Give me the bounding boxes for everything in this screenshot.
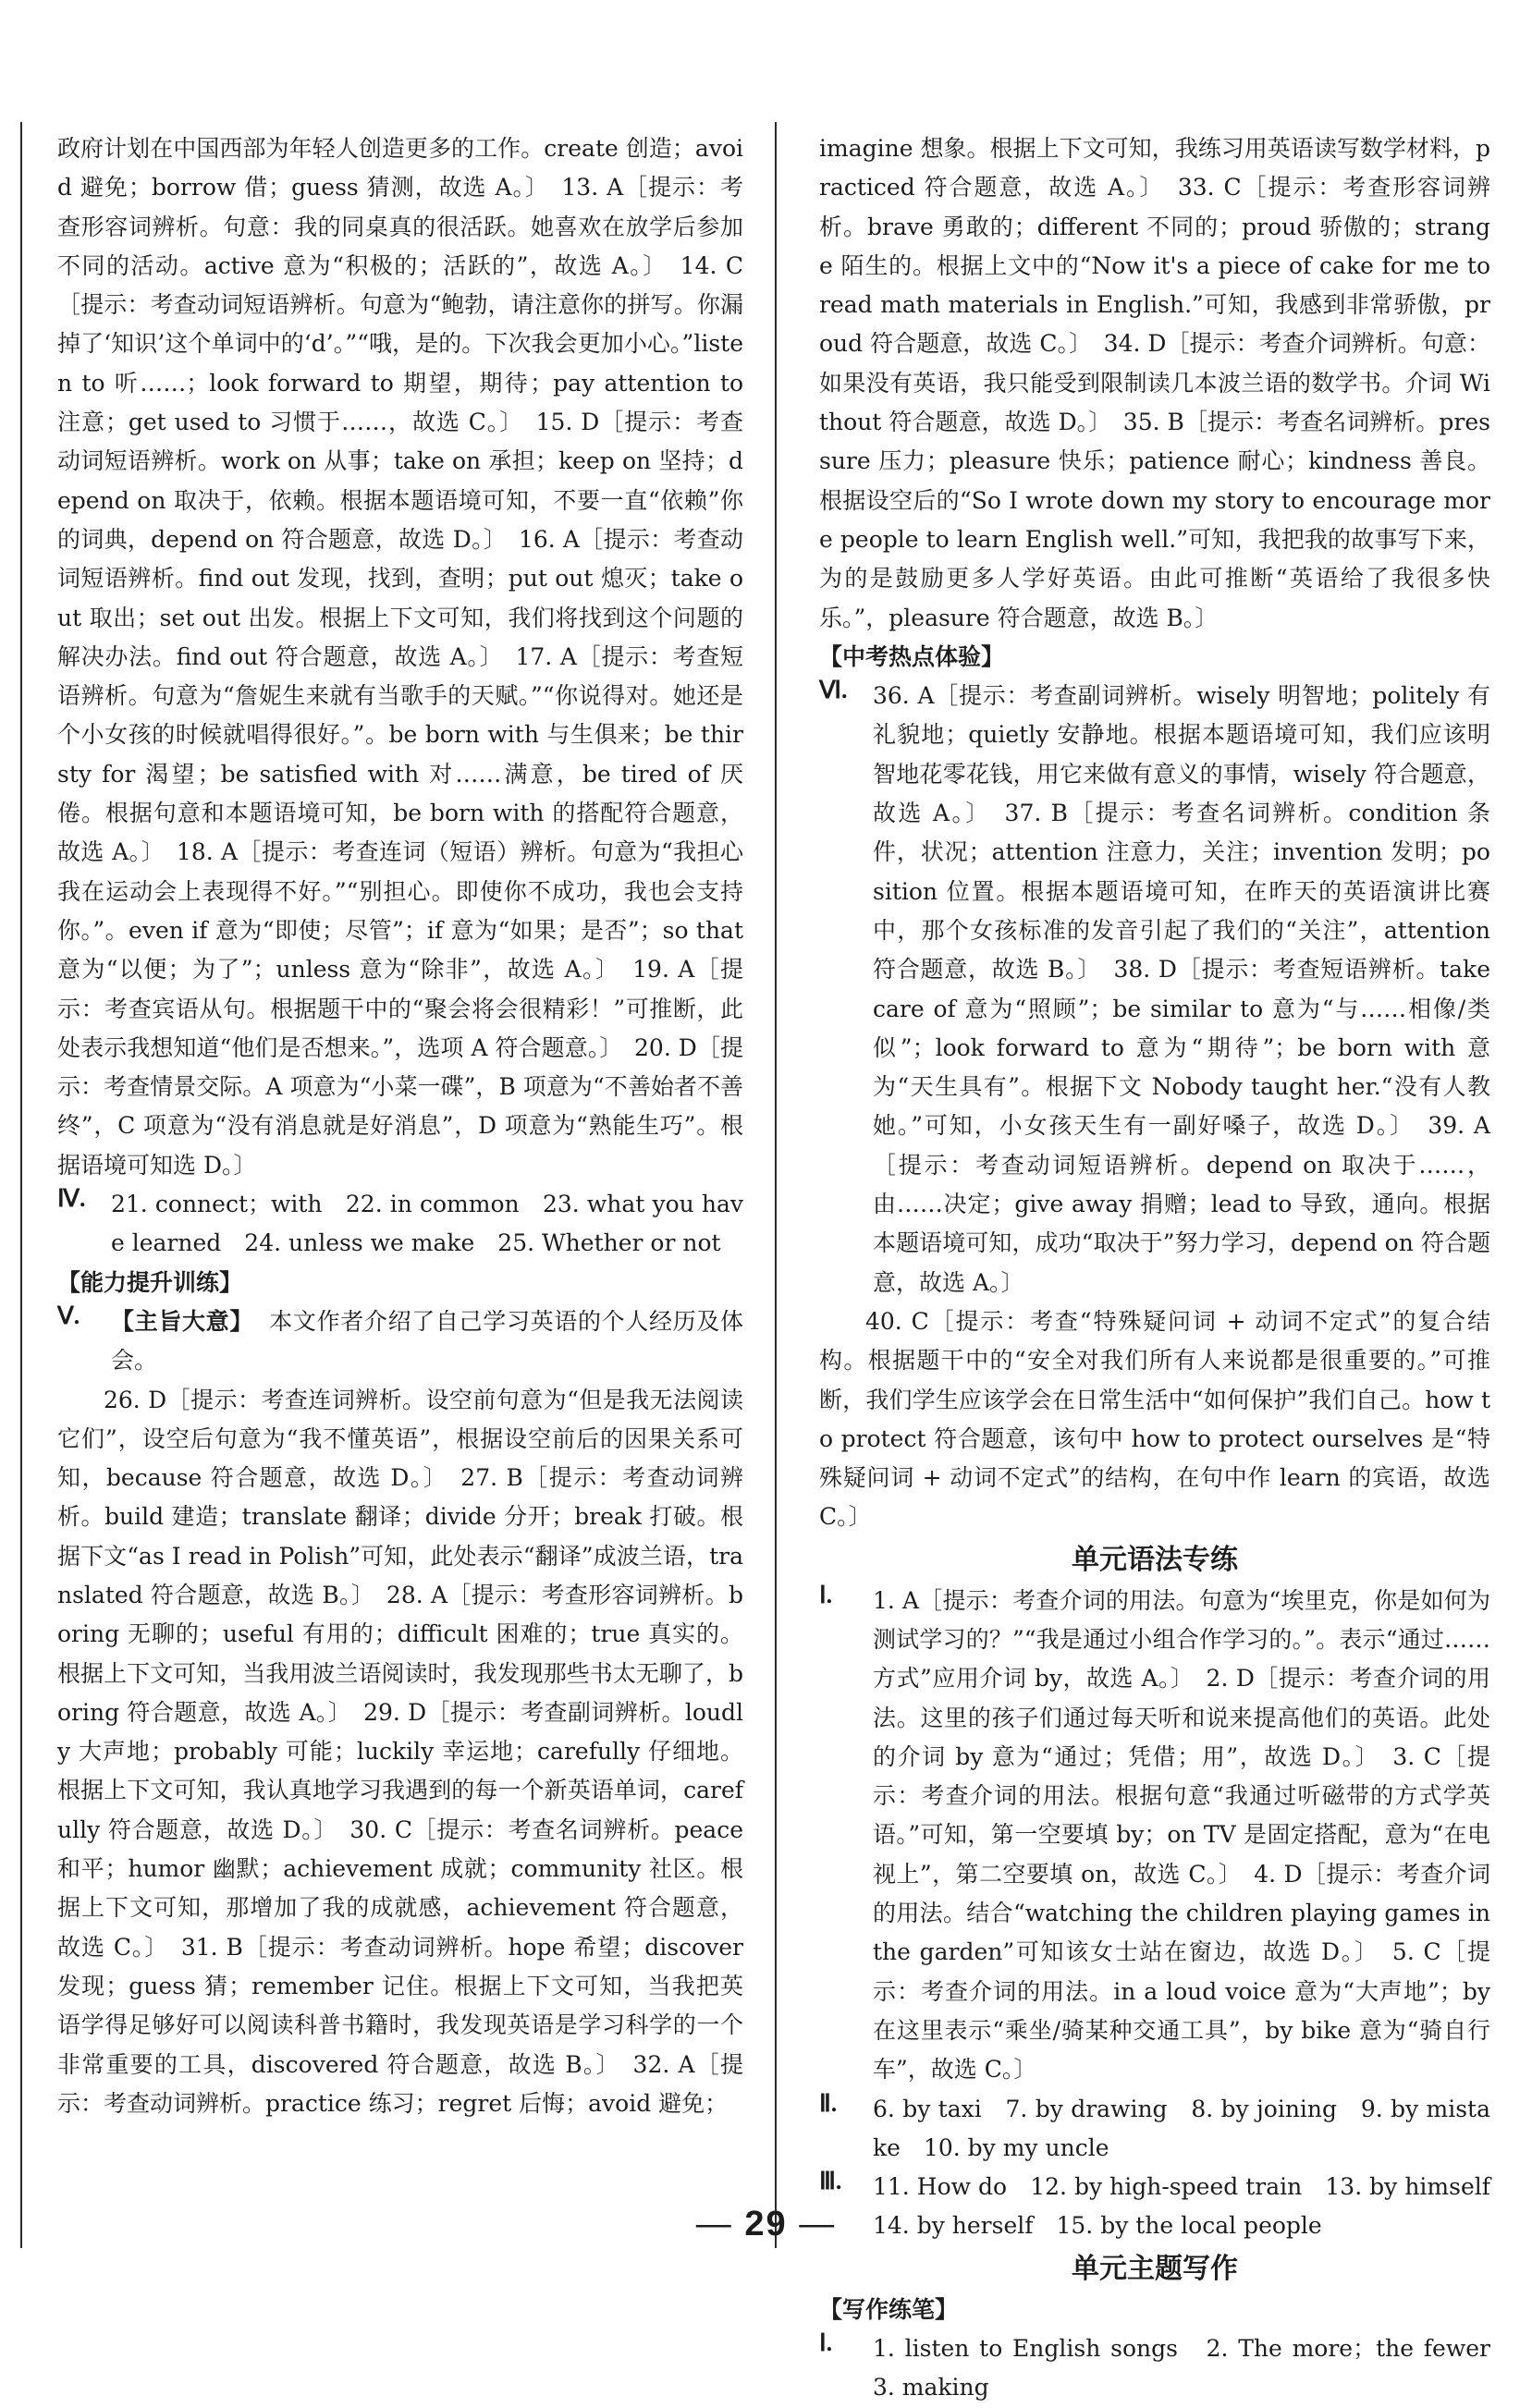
page-number: [696, 2205, 836, 2244]
grammar-i-answers: 1. A［提示：考查介词的用法。句意为“埃里克，你是如何为测试学习的？”“我是通过小组合作学习的。”。表示“通过……方式”应用介词 by，故选 A。〕 2. D［提示：考查介词的用法。这里的孩子们通过每天听和说来提高他们的英语。此处的介词 by 意为“通过；凭借；用”，故选 D。〕 3. C［提示：考查介词的用法。根据句意“我通过听磁带的方式学英语。”可知，第一空要填 by；on TV 是固定搭配，意为“在电视上”，第二空要填 on，故选 C。〕 4. D［提示：考查介词的用法。结合“watching the children playing games in the garden”可知该女士站在窗边，故选 D。〕 5. C［提示：考查介词的用法。in a loud voice 意为“大声地”；by 在这里表示“乘坐/骑某种交通工具”，by bike 意为“骑自行车”，故选 C。〕: [873, 1586, 1490, 2084]
answer-block-12-20: 政府计划在中国西部为年轻人创造更多的工作。create 创造；avoid 避免；borrow 借；guess 猜测，故选 A。〕 13. A［提示：考查形容词辨析。句意：我的同桌真的很活跃。她喜欢在放学后参加不同的活动。active 意为“积极的；活跃的”，故选 A。〕 14. C［提示：考查动词短语辨析。句意为“鲍勃，请注意你的拼写。你漏掉了‘知识’这个单词中的‘d’。”“哦，是的。下次我会更加小心。”listen to 听……；look forward to 期望，期待；pay attention to 注意；get used to 习惯于……，故选 C。〕 15. D［提示：考查动词短语辨析。work on 从事；take on 承担；keep on 坚持；depend on 取决于，依赖。根据本题语境可知，不要一直“依赖”你的词典，depend on 符合题意，故选 D。〕 16. A［提示：考查动词短语辨析。find out 发现，找到，查明；put out 熄灭；take out 取出；set out 出发。根据上下文可知，我们将找到这个问题的解决办法。find out 符合题意，故选 A。〕 17. A［提示：考查短语辨析。句意为“詹妮生来就有当歌手的天赋。”“你说得对。她还是个小女孩的时候就唱得很好。”。be born with 与生俱来；be thirsty for 渴望；be satisfied with 对……满意，be tired of 厌倦。根据句意和本题语境可知，be born with 的搭配符合题意，故选 A。〕 18. A［提示：考查连词（短语）辨析。句意为“我担心我在运动会上表现得不好。”“别担心。即使你不成功，我也会支持你。”。even if 意为“即使；尽管”；if 意为“如果；是否”；so that 意为“以便；为了”；unless 意为“除非”，故选 A。〕 19. A［提示：考查宾语从句。根据题干中的“聚会将会很精彩！”可推断，此处表示我想知道“他们是否想来。”，选项 A 符合题意。〕 20. D［提示：考查情景交际。A 项意为“小菜一碟”，B 项意为“不善始者不善终”，C 项意为“没有消息就是好消息”，D 项意为“熟能生巧”。根据语境可知选 D。〕: [57, 135, 743, 1179]
main-idea-text: 本文作者介绍了自己学习英语的个人经历及体会。: [111, 1307, 743, 1375]
writing-i-answers: 1. listen to English songs 2. The more；the fewer 3. making: [873, 2335, 1514, 2402]
section-vi: [819, 677, 1490, 1302]
section-v-marker: Ⅴ.: [57, 1302, 80, 1329]
grammar-section-ii: [819, 2090, 1490, 2169]
section-v: [57, 1302, 743, 1381]
writing-section-title: 单元主题写作: [1072, 2252, 1238, 2285]
section-iv: [57, 1185, 743, 1264]
main-idea-label: 【主旨大意】: [111, 1307, 254, 1335]
grammar-i-marker: Ⅰ.: [819, 1581, 833, 1608]
grammar-section-i: [819, 1582, 1490, 2090]
left-column: [57, 129, 743, 2123]
answer-block-26-32: 26. D［提示：考查连词辨析。设空前句意为“但是我无法阅读它们”，设空后句意为“我不懂英语”，根据设空前后的因果关系可知，because 符合题意，故选 D。〕 27. B［提示：考查动词辨析。build 建造；translate 翻译；divide 分开；break 打破。根据下文“as I read in Polish”可知，此处表示“翻译”成波兰语，translated 符合题意，故选 B。〕 28. A［提示：考查形容词辨析。boring 无聊的；useful 有用的；difficult 困难的；true 真实的。根据上下文可知，当我用波兰语阅读时，我发现那些书太无聊了，boring 符合题意，故选 A。〕 29. D［提示：考查副词辨析。loudly 大声地；probably 可能；luckily 幸运地；carefully 仔细地。根据上下文可知，我认真地学习我遇到的每一个新英语单词，carefully 符合题意，故选 D。〕 30. C［提示：考查名词辨析。peace 和平；humor 幽默；achievement 成就；community 社区。根据上下文可知，那增加了我的成就感，achievement 符合题意，故选 C。〕 31. B［提示：考查动词辨析。hope 希望；discover 发现；guess 猜；remember 记住。根据上下文可知，当我把英语学得足够好可以阅读科普书籍时，我发现英语是学习科学的一个非常重要的工具，discovered 符合题意，故选 B。〕 32. A［提示：考查动词辨析。practice 练习；regret 后悔；avoid 避免；: [57, 1386, 743, 2117]
hot-topic-heading: 【中考热点体验】: [819, 642, 1005, 670]
left-margin-rule: [20, 122, 22, 2248]
grammar-iii-marker: Ⅲ.: [819, 2168, 842, 2195]
right-column: [819, 129, 1514, 2408]
column-divider: [775, 122, 777, 2248]
writing-i-marker: Ⅰ.: [819, 2329, 833, 2357]
answer-40: 40. C［提示：考查“特殊疑问词 + 动词不定式”的复合结构。根据题干中的“安全对我们所有人来说都是很重要的。”可推断，我们学生应该学会在日常生活中“如何保护”我们自己。how to protect 符合题意，该句中 how to protect ourselves 是“特殊疑问词 + 动词不定式”的结构，在句中作 learn 的宾语，故选 C。〕: [819, 1307, 1490, 1531]
grammar-ii-answers: 6. by taxi 7. by drawing 8. by joining 9. by mistake 10. by my uncle: [873, 2095, 1490, 2161]
page-footer: [0, 2205, 1532, 2244]
answer-block-32-35: imagine 想象。根据上下文可知，我练习用英语读写数学材料，practiced 符合题意，故选 A。〕 33. C［提示：考查形容词辨析。brave 勇敢的；different 不同的；proud 骄傲的；strange 陌生的。根据上文中的“Now it's a piece of cake for me to read math materials in English.”可知，我感到非常骄傲，proud 符合题意，故选 C。〕 34. D［提示：考查介词辨析。句意：如果没有英语，我只能受到限制读几本波兰语的数学书。介词 Without 符合题意，故选 D。〕 35. B［提示：考查名词辨析。pressure 压力；pleasure 快乐；patience 耐心；kindness 善良。根据设空后的“So I wrote down my story to encourage more people to learn English well.”可知，我把我的故事写下来，为的是鼓励更多人学好英语。由此可推断“英语给了我很多快乐。”，pleasure 符合题意，故选 B。〕: [819, 135, 1490, 631]
grammar-section-title: 单元语法专练: [1072, 1543, 1238, 1576]
section-vi-answers: 36. A［提示：考查副词辨析。wisely 明智地；politely 有礼貌地；quietly 安静地。根据本题语境可知，我们应该明智地花零花钱，用它来做有意义的事情，wisely 符合题意，故选 A。〕 37. B［提示：考查名词辨析。condition 条件，状况；attention 注意力，关注；invention 发明；position 位置。根据本题语境可知，在昨天的英语演讲比赛中，那个女孩标准的发音引起了我们的“关注”，attention 符合题意，故选 B。〕 38. D［提示：考查短语辨析。take care of 意为“照顾”；be similar to 意为“与……相像/类似”；look forward to 意为“期待”；be born with 意为“天生具有”。根据下文 Nobody taught her.“没有人教她。”可知，小女孩天生有一副好嗓子，故选 D。〕 39. A［提示：考查动词短语辨析。depend on 取决于……，由……决定；give away 捐赠；lead to 导致，通向。根据本题语境可知，成功“取决于”努力学习，depend on 符合题意，故选 A。〕: [873, 682, 1490, 1296]
ability-heading: 【能力提升训练】: [57, 1268, 243, 1296]
writing-section-i: [819, 2329, 1514, 2408]
section-v-summary: [111, 1302, 743, 1381]
grammar-iii-answers: 11. How do 12. by high-speed train 13. by himself 14. by herself 15. by the local people: [873, 2173, 1514, 2240]
grammar-ii-marker: Ⅱ.: [819, 2089, 838, 2117]
page-number-value: 29: [744, 2205, 788, 2243]
section-iv-answers: 21. connect；with 22. in common 23. what you have learned 24. unless we make 25. Whether or not: [111, 1191, 743, 1257]
section-vi-marker: Ⅵ.: [819, 677, 848, 704]
writing-heading: 【写作练笔】: [819, 2295, 959, 2323]
section-iv-marker: Ⅳ.: [57, 1185, 86, 1213]
